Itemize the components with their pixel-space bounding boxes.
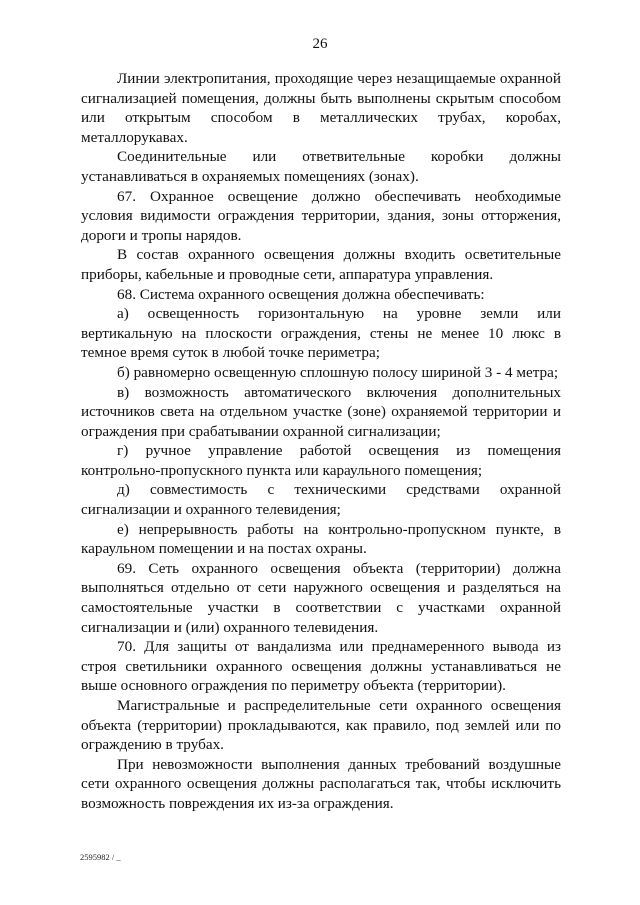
paragraph-item-68-e: е) непрерывность работы на контрольно-пропускном пункте, в караульном помещении и на постах охраны.	[81, 520, 561, 558]
paragraph-power-lines: Линии электропитания, проходящие через незащищаемые охранной сигнализацией помещения, должны быть выполнены скрытым способом или открытым способом в металлических трубах, коробах, металлорукавах.	[81, 70, 561, 146]
paragraph-item-68: 68. Система охранного освещения должна обеспечивать:	[117, 285, 485, 303]
paragraph-item-70: 70. Для защиты от вандализма или преднамеренного вывода из строя светильники охранного освещения должны устанавливаться не выше основного ограждения по периметру объекта (территории).	[81, 638, 561, 695]
document-body	[81, 69, 561, 814]
paragraph-item-68-b: б) равномерно освещенную сплошную полосу шириной 3 - 4 метра;	[117, 363, 559, 381]
paragraph-item-67: 67. Охранное освещение должно обеспечивать необходимые условия видимости ограждения территории, здания, зоны отторжения, дороги и тропы нарядов.	[81, 187, 561, 244]
paragraph-overhead-networks: При невозможности выполнения данных требований воздушные сети охранного освещения должны располагаться так, чтобы исключить возможность повреждения их из-за ограждения.	[81, 755, 561, 812]
page-number: 26	[312, 36, 328, 52]
paragraph-lighting-composition: В состав охранного освещения должны входить осветительные приборы, кабельные и проводные сети, аппаратура управления.	[81, 246, 561, 283]
paragraph-item-68-v: в) возможность автоматического включения дополнительных источников света на отдельном участке (зоне) охраняемой территории и ограждения при срабатывании охранной сигнализации;	[81, 383, 561, 440]
paragraph-item-68-d: д) совместимость с техническими средствами охранной сигнализации и охранного телевидения;	[81, 481, 561, 519]
paragraph-item-69: 69. Сеть охранного освещения объекта (территории) должна выполняться отдельно от сети наружного освещения и разделяться на самостоятельные участки в соответствии с участками охранной сигнализации и (или) охранного телевидения.	[81, 559, 561, 636]
paragraph-item-68-g: г) ручное управление работой освещения из помещения контрольно-пропускного пункта или караульного помещения;	[81, 442, 561, 479]
footer-document-code: 2595982 / _	[80, 852, 121, 862]
paragraph-junction-boxes: Соединительные или ответвительные коробки должны устанавливаться в охраняемых помещениях (зонах).	[81, 148, 561, 185]
paragraph-item-68-a: а) освещенность горизонтальную на уровне земли или вертикальную на плоскости ограждения, стены не менее 10 люкс в темное время суток в любой точке периметра;	[81, 305, 561, 362]
paragraph-trunk-networks: Магистральные и распределительные сети охранного освещения объекта (территории) прокладываются, как правило, под землей или по ограждению в трубах.	[81, 697, 561, 754]
